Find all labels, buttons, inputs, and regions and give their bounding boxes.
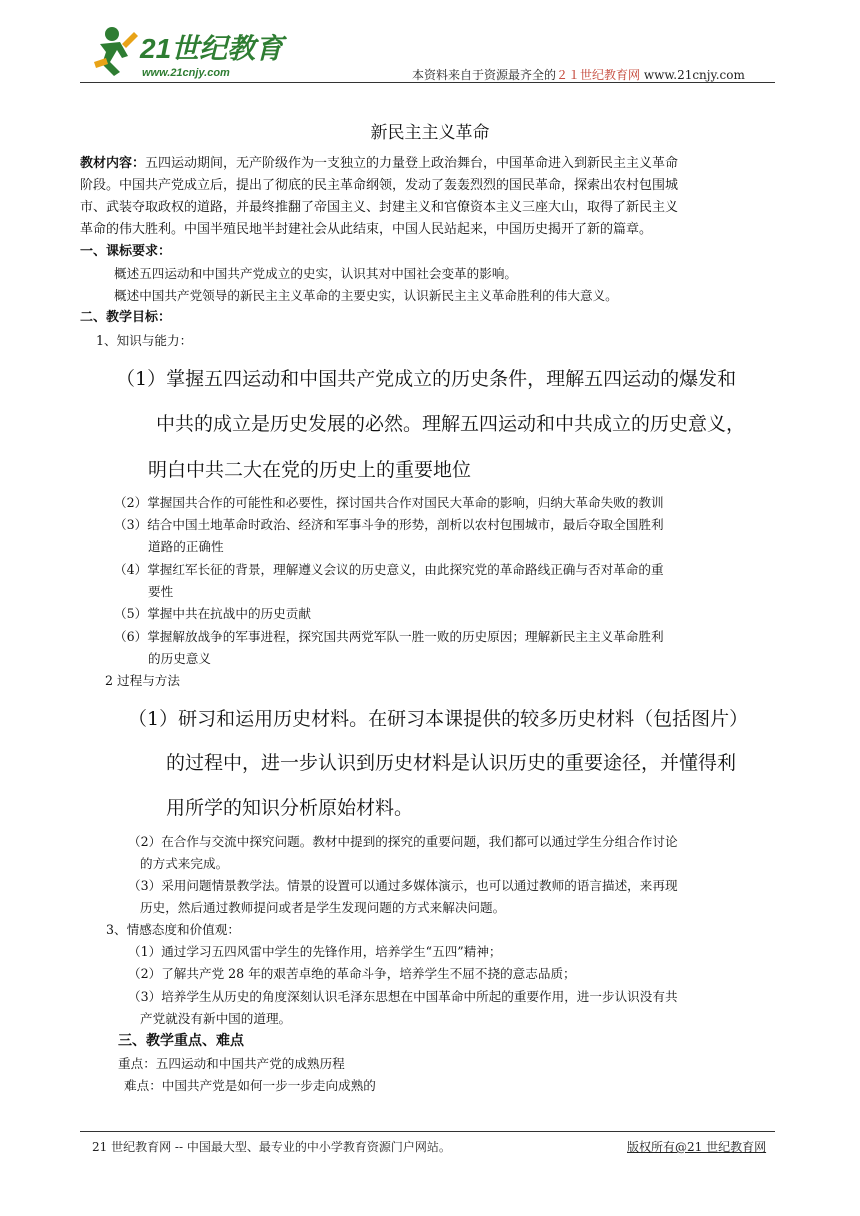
knowledge-item-6-line-2: 的历史意义 bbox=[148, 651, 211, 666]
svg-text:21世纪教育: 21世纪教育 bbox=[140, 33, 284, 64]
intro-line-3: 市、武装夺取政权的道路，并最终推翻了帝国主义、封建主义和官僚资本主义三座大山，取得了新民主义 bbox=[80, 200, 679, 215]
knowledge-item-6-line-1: （6）掌握解放战争的军事进程，探究国共两党军队一胜一败的历史原因；理解新民主主义革命胜利 bbox=[114, 629, 664, 644]
knowledge-item-1-line-1: （1）掌握五四运动和中国共产党成立的历史条件，理解五四运动的爆发和 bbox=[116, 368, 737, 390]
intro-line-1: 教材内容：五四运动期间，无产阶级作为一支独立的力量登上政治舞台，中国革命进入到新民主主义革命 bbox=[80, 156, 679, 171]
attitude-item-3-line-1: （3）培养学生从历史的角度深刻认识毛泽东思想在中国革命中所起的重要作用，进一步认识没有共 bbox=[128, 989, 678, 1004]
method-item-2-line-2: 的方式来完成。 bbox=[140, 856, 229, 871]
knowledge-item-5: （5）掌握中共在抗战中的历史贡献 bbox=[114, 606, 311, 621]
header-brand-link[interactable]: ２１世纪教育网 bbox=[556, 68, 641, 82]
header-divider bbox=[80, 82, 775, 83]
footer-divider bbox=[80, 1131, 775, 1132]
knowledge-item-2: （2）掌握国共合作的可能性和必要性，探讨国共合作对国民大革命的影响，归纳大革命失败的教训 bbox=[114, 495, 664, 510]
method-item-3-line-2: 历史，然后通过教师提问或者是学生发现问题的方式来解决问题。 bbox=[140, 900, 506, 915]
intro-line-4: 革命的伟大胜利。中国半殖民地半封建社会从此结束，中国人民站起来，中国历史揭开了新的篇章。 bbox=[80, 222, 653, 237]
key-point: 重点：五四运动和中国共产党的成熟历程 bbox=[118, 1056, 345, 1071]
section-heading-key-points: 三、教学重点、难点 bbox=[118, 1033, 244, 1049]
footer-tagline: 21 世纪教育网 -- 中国最大型、最专业的中小学教育资源门户网站。 bbox=[92, 1140, 451, 1154]
knowledge-item-3-line-1: （3）结合中国土地革命时政治、经济和军事斗争的形势，剖析以农村包围城市，最后夺取全国胜利 bbox=[114, 517, 664, 532]
subheading-knowledge: 1、知识与能力： bbox=[96, 333, 193, 348]
svg-text:www.21cnjy.com: www.21cnjy.com bbox=[142, 67, 230, 79]
running-figure-icon bbox=[94, 27, 138, 76]
method-item-1-line-1: （1）研习和运用历史材料。在研习本课提供的较多历史材料（包括图片） bbox=[128, 708, 749, 730]
header-url: www.21cnjy.com bbox=[643, 68, 745, 82]
attitude-item-3-line-2: 产党就没有新中国的道理。 bbox=[140, 1011, 292, 1026]
standard-item-1: 概述五四运动和中国共产党成立的史实，认识其对中国社会变革的影响。 bbox=[114, 266, 517, 281]
document-title: 新民主主义革命 bbox=[370, 123, 490, 143]
footer-copyright-link[interactable]: 版权所有@21 世纪教育网 bbox=[627, 1140, 767, 1154]
attitude-item-2: （2）了解共产党 28 年的艰苦卓绝的革命斗争，培养学生不屈不挠的意志品质； bbox=[128, 966, 576, 981]
knowledge-item-3-line-2: 道路的正确性 bbox=[148, 539, 224, 554]
intro-label: 教材内容： bbox=[80, 156, 146, 171]
method-item-1-line-2: 的过程中，进一步认识到历史材料是认识历史的重要途径，并懂得利 bbox=[166, 752, 737, 774]
standard-item-2: 概述中国共产党领导的新民主主义革命的主要史实，认识新民主主义革命胜利的伟大意义。 bbox=[114, 288, 618, 303]
subheading-process: 2 过程与方法 bbox=[105, 673, 180, 688]
section-heading-objectives: 二、教学目标： bbox=[80, 310, 172, 325]
intro-line-2: 阶段。中国共产党成立后，提出了彻底的民主革命纲领，发动了轰轰烈烈的国民革命，探索出农村包围城 bbox=[80, 178, 679, 193]
knowledge-item-1-line-3: 明白中共二大在党的历史上的重要地位 bbox=[148, 459, 472, 481]
method-item-3-line-1: （3）采用问题情景教学法。情景的设置可以通过多媒体演示，也可以通过教师的语言描述，来再现 bbox=[128, 878, 678, 893]
difficult-point: 难点：中国共产党是如何一步一步走向成熟的 bbox=[124, 1078, 376, 1093]
subheading-attitudes: 3、情感态度和价值观： bbox=[106, 922, 240, 937]
knowledge-item-4-line-2: 要性 bbox=[148, 584, 174, 599]
attitude-item-1: （1）通过学习五四风雷中学生的先锋作用，培养学生“五四”精神； bbox=[128, 944, 502, 959]
section-heading-standards: 一、课标要求： bbox=[80, 244, 172, 259]
method-item-1-line-3: 用所学的知识分析原始材料。 bbox=[166, 797, 414, 819]
knowledge-item-1-line-2: 中共的成立是历史发展的必然。理解五四运动和中共成立的历史意义， bbox=[156, 413, 746, 435]
method-item-2-line-1: （2）在合作与交流中探究问题。教材中提到的探究的重要问题，我们都可以通过学生分组合作讨论 bbox=[128, 834, 678, 849]
site-logo bbox=[92, 22, 292, 84]
header-note: 本资料来自于资源最齐全的２１世纪教育网 www.21cnjy.com bbox=[412, 68, 745, 82]
knowledge-item-4-line-1: （4）掌握红军长征的背景，理解遵义会议的历史意义，由此探究党的革命路线正确与否对革命的重 bbox=[114, 562, 664, 577]
